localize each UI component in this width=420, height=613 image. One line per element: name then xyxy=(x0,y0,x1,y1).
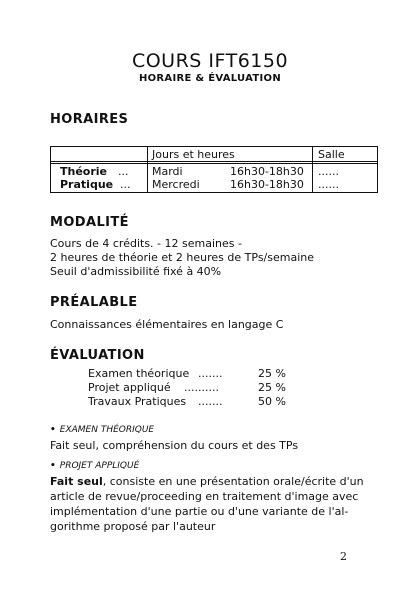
section-heading-evaluation: ÉVALUATION xyxy=(50,348,145,363)
page-number: 2 xyxy=(340,550,347,563)
prealable-text: Connaissances élémentaires en langage C xyxy=(50,318,284,331)
bullet-icon: • xyxy=(50,425,56,435)
projet-description-line-3: implémentation d'une partie ou d'une variante de l'al- xyxy=(50,505,349,518)
modalite-line-3: Seuil d'admissibilité fixé à 40% xyxy=(50,265,222,278)
row-day-theorie: Mardi xyxy=(152,165,183,178)
modalite-line-2: 2 heures de théorie et 2 heures de TPs/semaine xyxy=(50,251,315,264)
row-label-pratique: Pratique xyxy=(60,178,114,191)
table-border-left xyxy=(50,146,51,193)
table-border-right xyxy=(377,146,378,193)
page-title: COURS IFT6150 xyxy=(131,50,289,72)
table-rule-header-double xyxy=(50,163,378,164)
projet-description-line-2: article de revue/proceeding en traitement d'image avec xyxy=(50,490,359,503)
row-dots-theorie: ... xyxy=(118,165,129,178)
page-subtitle: HORAIRE & ÉVALUATION xyxy=(138,73,282,84)
projet-description-line-1 xyxy=(50,474,364,489)
row-room-pratique: ...... xyxy=(318,178,339,191)
projet-description-line-4: gorithme proposé par l'auteur xyxy=(50,520,216,533)
table-divider-2 xyxy=(312,146,313,193)
eval-label-projet: Projet appliqué xyxy=(88,381,171,394)
exam-description: Fait seul, compréhension du cours et des TPs xyxy=(50,439,299,452)
eval-weight-examen: 25 % xyxy=(258,367,286,380)
section-heading-modalite: MODALITÉ xyxy=(50,215,129,230)
row-time-pratique: 16h30-18h30 xyxy=(230,178,304,191)
exam-subheading-label: EXAMEN THÉORIQUE xyxy=(59,425,155,435)
projet-bold-lead: Fait seul xyxy=(50,475,103,488)
column-header-jours: Jours et heures xyxy=(152,148,235,161)
section-heading-horaires: HORAIRES xyxy=(50,112,129,127)
projet-subheading-label: PROJET APPLIQUÉ xyxy=(59,461,140,471)
row-room-theorie: ...... xyxy=(318,165,339,178)
row-label-theorie: Théorie xyxy=(60,165,108,178)
exam-subheading xyxy=(50,425,154,435)
eval-weight-projet: 25 % xyxy=(258,381,286,394)
row-dots-pratique: ... xyxy=(120,178,131,191)
projet-subheading xyxy=(50,461,139,471)
eval-dots-examen: ....... xyxy=(198,367,223,380)
row-time-theorie: 16h30-18h30 xyxy=(230,165,304,178)
section-heading-prealable: PRÉALABLE xyxy=(50,295,138,310)
table-rule-header xyxy=(50,161,378,162)
eval-weight-travaux: 50 % xyxy=(258,395,286,408)
table-rule-bottom xyxy=(50,192,378,193)
modalite-line-1: Cours de 4 crédits. - 12 semaines - xyxy=(50,237,242,250)
bullet-icon: • xyxy=(50,461,56,471)
eval-label-travaux: Travaux Pratiques xyxy=(88,395,187,408)
row-day-pratique: Mercredi xyxy=(152,178,200,191)
schedule-table xyxy=(50,146,378,194)
projet-line-1: , consiste en une présentation orale/écrite d'un xyxy=(102,475,364,488)
eval-dots-travaux: ....... xyxy=(198,395,223,408)
table-divider-1 xyxy=(147,146,148,193)
eval-label-examen: Examen théorique xyxy=(88,367,190,380)
column-header-salle: Salle xyxy=(318,148,345,161)
table-rule-top xyxy=(50,146,378,147)
eval-dots-projet: .......... xyxy=(184,381,219,394)
